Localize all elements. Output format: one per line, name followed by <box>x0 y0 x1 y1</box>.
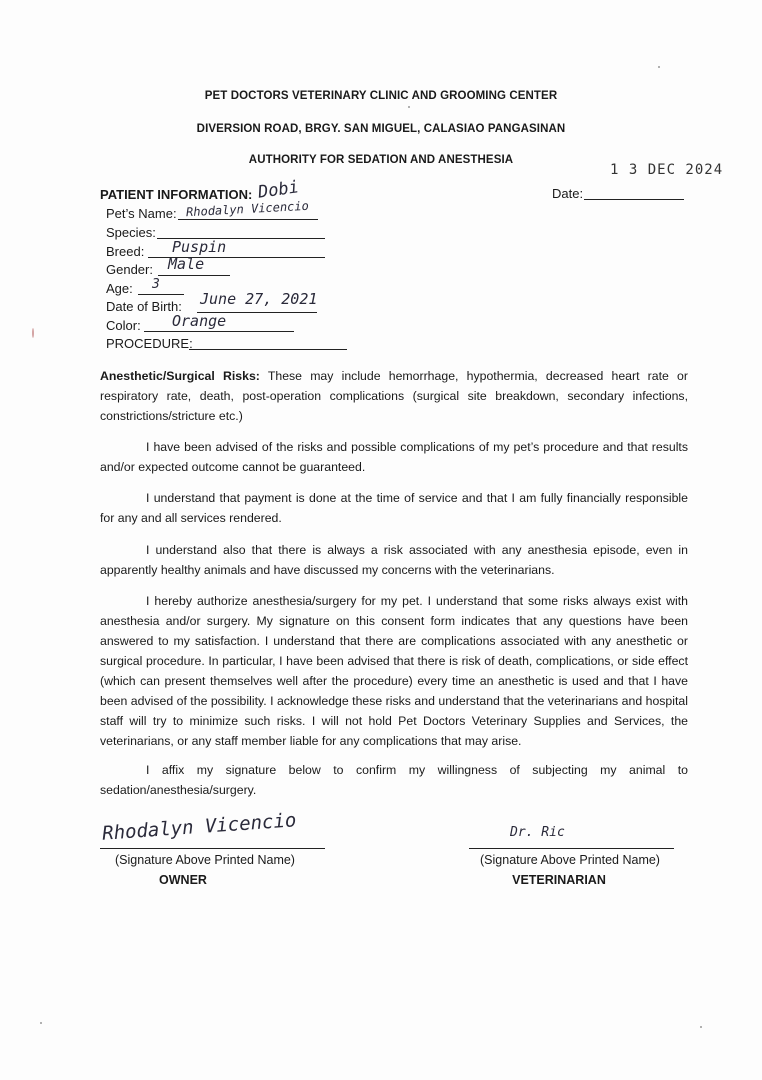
vet-role-label: VETERINARIAN <box>512 873 606 887</box>
vet-signature-line[interactable] <box>469 848 674 849</box>
owner-signature: Rhodalyn Vicencio <box>101 809 297 845</box>
field-color-label: Color: <box>106 318 141 333</box>
advised-paragraph <box>100 437 688 477</box>
field-breed-value: Puspin <box>172 238 227 256</box>
form-title: AUTHORITY FOR SEDATION AND ANESTHESIA <box>248 154 514 166</box>
field-gender-label: Gender: <box>106 262 153 277</box>
field-age-label: Age: <box>106 281 133 296</box>
payment-text: I understand that payment is done at the time of service and that I am fully financially responsible for any and all services rendered. <box>100 491 688 525</box>
risk-anesthesia-text: I understand also that there is always a risk associated with any anesthesia episode, even in apparently healthy animals and have discussed my concerns with the veterinarians. <box>100 543 688 577</box>
owner-signature-caption: (Signature Above Printed Name) <box>115 853 295 867</box>
authorization-paragraph <box>100 591 688 751</box>
scan-speck <box>658 66 660 68</box>
risks-label: Anesthetic/Surgical Risks: <box>100 369 260 383</box>
advised-text: I have been advised of the risks and possible complications of my pet’s procedure and that results and/or expected outcome cannot be guaranteed. <box>100 440 688 474</box>
date-stamp: 1 3 DEC 2024 <box>610 162 724 178</box>
clinic-name: PET DOCTORS VETERINARY CLINIC AND GROOMING CENTER <box>204 90 558 102</box>
field-pet-name-value: Rhodalyn Vicencio <box>185 198 310 220</box>
affix-text: I affix my signature below to confirm my willingness of subjecting my animal to sedation/anesthesia/surgery. <box>100 763 688 797</box>
scan-speck <box>408 106 410 108</box>
field-breed-label: Breed: <box>106 244 145 259</box>
field-procedure-line[interactable] <box>189 336 347 350</box>
affix-paragraph <box>100 760 688 800</box>
field-procedure-label: PROCEDURE: <box>106 336 193 351</box>
scan-speck <box>32 328 34 338</box>
field-species-line[interactable] <box>157 225 325 239</box>
field-dob-label: Date of Birth: <box>106 299 182 314</box>
patient-info-heading: PATIENT INFORMATION: <box>100 187 253 202</box>
risk-anesthesia-paragraph <box>100 540 688 580</box>
patient-heading-handwritten: Dobi <box>256 177 301 203</box>
authorization-text: I hereby authorize anesthesia/surgery for my pet. I understand that some risks always exist with anesthesia and/or surgery. My signature on this consent form indicates that any questions have been answered to my satisfaction. I understand that there are complications associated with any anesthetic or surgical procedure. In particular, I have been advised that there is risk of death, complications, or side effect (which can present themselves well after the procedure) every time an anesthetic is used and that I have been advised of the possibility. I acknowledge these risks and understand that the veterinarians and hospital staff will try to minimize such risks. I will not hold Pet Doctors Veterinary Supplies and Services, the veterinarians, or any staff member liable for any complications that may arise. <box>100 594 688 748</box>
scan-speck <box>700 1026 702 1028</box>
owner-role-label: OWNER <box>159 873 207 887</box>
scan-speck <box>40 1022 42 1024</box>
owner-signature-line[interactable] <box>100 848 325 849</box>
clinic-address: DIVERSION ROAD, BRGY. SAN MIGUEL, CALASIAO PANGASINAN <box>196 123 566 135</box>
field-pet-name-label: Pet’s Name: <box>106 206 177 221</box>
date-label: Date: <box>552 186 584 201</box>
field-age-value: 3 <box>152 277 160 292</box>
field-gender-value: Male <box>168 255 205 273</box>
payment-paragraph <box>100 488 688 528</box>
date-line[interactable] <box>584 186 684 200</box>
field-color-value: Orange <box>172 312 227 330</box>
vet-signature: Dr. Ric <box>510 825 565 840</box>
risks-text: These may include hemorrhage, hypothermia, decreased heart rate or respiratory rate, death, post-operation complications (surgical site breakdown, secondary infections, constrictions/stricture etc.) <box>100 369 688 423</box>
field-age-line[interactable] <box>138 281 184 295</box>
field-dob-value: June 27, 2021 <box>200 290 318 308</box>
field-species-label: Species: <box>106 225 156 240</box>
risks-paragraph <box>100 366 688 426</box>
vet-signature-caption: (Signature Above Printed Name) <box>480 853 660 867</box>
